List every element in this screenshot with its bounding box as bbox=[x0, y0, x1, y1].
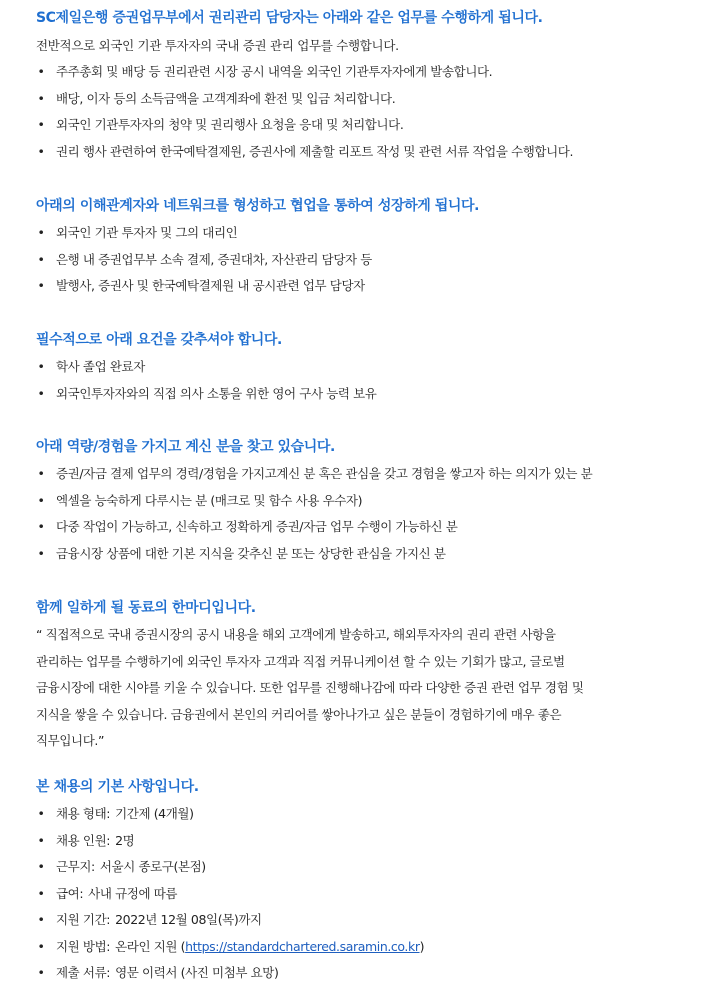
bullet-icon: • bbox=[37, 938, 45, 954]
list-item: • 발행사, 증권사 및 한국예탁결제원 내 공시관련 업무 담당자 bbox=[36, 273, 714, 300]
bullet-icon: • bbox=[37, 492, 45, 508]
bullet-icon: • bbox=[37, 545, 45, 561]
section-duties bbox=[36, 8, 714, 165]
bullet-icon: • bbox=[37, 885, 45, 901]
colleague-quote bbox=[36, 622, 714, 755]
section-heading: 함께 일하게 될 동료의 한마디입니다. bbox=[36, 600, 256, 616]
bullet-icon: • bbox=[37, 859, 45, 874]
list-item: • 은행 내 증권업무부 소속 결제, 증권대차, 자산관리 담당자 등 bbox=[36, 247, 714, 274]
list-item: • 금융시장 상품에 대한 기본 지식을 갖추신 분 또는 상당한 관심을 가지신 분 bbox=[36, 541, 714, 568]
section-network bbox=[36, 196, 714, 300]
bullet-icon: • bbox=[37, 64, 45, 79]
list-item-employment-type: • 채용 형태: 기간제 (4개월) bbox=[36, 801, 714, 828]
list-item-salary: • 급여: 사내 규정에 따름 bbox=[36, 881, 714, 908]
section-requirements bbox=[36, 330, 714, 407]
list-item: • 주주총회 및 배당 등 권리관련 시장 공시 내역을 외국인 기관투자자에게 발송합니다. bbox=[36, 59, 714, 86]
list-item: • 외국인 기관 투자자 및 그의 대리인 bbox=[36, 220, 714, 247]
list-item: • 권리 행사 관련하여 한국예탁결제원, 증권사에 제출할 리포트 작성 및 관련 서류 작업을 수행합니다. bbox=[36, 139, 714, 166]
quote-line: “ 직접적으로 국내 증권시장의 공시 내용을 해외 고객에게 발송하고, 해외투자자의 권리 관련 사항을 bbox=[36, 627, 556, 642]
list-item: • 배당, 이자 등의 소득금액을 고객계좌에 환전 및 입금 처리합니다. bbox=[36, 86, 714, 113]
list-item: • 학사 졸업 완료자 bbox=[36, 354, 714, 381]
bullet-icon: • bbox=[37, 143, 45, 159]
section-preferred bbox=[36, 437, 714, 567]
section-heading: 필수적으로 아래 요건을 갖추셔야 합니다. bbox=[36, 332, 282, 348]
preferred-list bbox=[36, 461, 714, 567]
list-item-location: • 근무지: 서울시 종로구(본점) bbox=[36, 854, 714, 881]
bullet-icon: • bbox=[37, 466, 45, 481]
bullet-icon: • bbox=[37, 385, 45, 401]
bullet-icon: • bbox=[37, 278, 45, 293]
list-item: • 외국인투자자와의 직접 의사 소통을 위한 영어 구사 능력 보유 bbox=[36, 381, 714, 408]
list-item-apply-method: • 지원 방법: 온라인 지원 (https://standardchartered.saramin.co.kr) bbox=[36, 934, 714, 961]
bullet-icon: • bbox=[37, 832, 45, 848]
section-heading: 본 채용의 기본 사항입니다. bbox=[36, 779, 199, 795]
quote-line: 지식을 쌓을 수 있습니다. 금융권에서 본인의 커리어를 쌓아나가고 싶은 분들이 경험하기에 매우 좋은 bbox=[36, 706, 562, 722]
basics-list bbox=[36, 801, 714, 987]
section-colleague-quote bbox=[36, 598, 714, 755]
section-basics bbox=[36, 777, 714, 987]
bullet-icon: • bbox=[37, 359, 45, 374]
list-item: • 엑셀을 능숙하게 다루시는 분 (매크로 및 함수 사용 우수자) bbox=[36, 488, 714, 515]
bullet-icon: • bbox=[37, 965, 45, 980]
bullet-icon: • bbox=[37, 806, 45, 821]
list-item: • 증권/자금 결제 업무의 경력/경험을 가지고계신 분 혹은 관심을 갖고 경험을 쌓고자 하는 의지가 있는 분 bbox=[36, 461, 714, 488]
duties-list bbox=[36, 59, 714, 165]
quote-line: 관리하는 업무를 수행하기에 외국인 투자자 고객과 직접 커뮤니케이션 할 수 있는 기회가 많고, 글로벌 bbox=[36, 653, 565, 669]
requirements-list bbox=[36, 354, 714, 407]
network-list bbox=[36, 220, 714, 300]
section-intro: 전반적으로 외국인 기관 투자자의 국내 증권 관리 업무를 수행합니다. bbox=[36, 38, 399, 53]
bullet-icon: • bbox=[37, 912, 45, 927]
bullet-icon: • bbox=[37, 225, 45, 240]
bullet-icon: • bbox=[37, 117, 45, 132]
quote-line: 직무입니다.” bbox=[36, 733, 105, 748]
section-heading: SC제일은행 증권업무부에서 권리관리 담당자는 아래와 같은 업무를 수행하게 됩니다. bbox=[36, 10, 543, 26]
list-item: • 다중 작업이 가능하고, 신속하고 정확하게 증권/자금 업무 수행이 가능하신 분 bbox=[36, 514, 714, 541]
bullet-icon: • bbox=[37, 519, 45, 534]
apply-link[interactable]: https://standardchartered.saramin.co.kr bbox=[185, 938, 420, 954]
section-heading: 아래 역량/경험을 가지고 계신 분을 찾고 있습니다. bbox=[36, 439, 335, 455]
list-item: • 외국인 기관투자자의 청약 및 권리행사 요청을 응대 및 처리합니다. bbox=[36, 112, 714, 139]
list-item-documents: • 제출 서류: 영문 이력서 (사진 미첨부 요망) bbox=[36, 960, 714, 987]
list-item-headcount: • 채용 인원: 2명 bbox=[36, 828, 714, 855]
quote-line: 금융시장에 대한 시야를 키울 수 있습니다. 또한 업무를 진행해나감에 따라 다양한 증권 관련 업무 경험 및 bbox=[36, 680, 584, 695]
bullet-icon: • bbox=[37, 251, 45, 267]
bullet-icon: • bbox=[37, 90, 45, 106]
section-heading: 아래의 이해관계자와 네트워크를 형성하고 협업을 통하여 성장하게 됩니다. bbox=[36, 198, 480, 214]
list-item-period: • 지원 기간: 2022년 12월 08일(목)까지 bbox=[36, 907, 714, 934]
